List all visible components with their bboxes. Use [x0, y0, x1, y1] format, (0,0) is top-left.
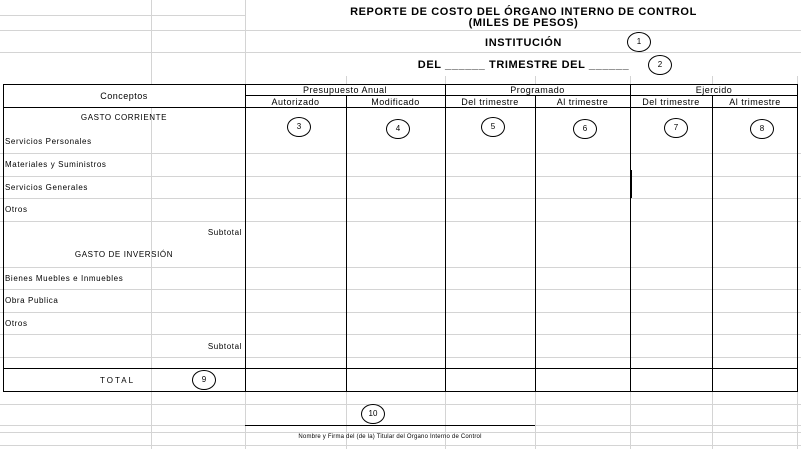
- marker-6: 6: [573, 119, 597, 139]
- header-ejercido: Ejercido: [695, 85, 733, 95]
- marker-3: 3: [287, 117, 311, 137]
- row-subtotal-inversion: Subtotal: [207, 342, 242, 351]
- cell-cursor: [630, 170, 632, 198]
- header-ejercido-del-trimestre: Del trimestre: [642, 97, 700, 107]
- marker-10: 10: [361, 404, 385, 424]
- section-gasto-corriente: GASTO CORRIENTE: [80, 113, 168, 122]
- marker-8: 8: [750, 119, 774, 139]
- report-subtitle: (MILES DE PESOS): [468, 17, 579, 29]
- col-border-modificado: [346, 96, 347, 392]
- row-bienes-muebles: Bienes Muebles e Inmuebles: [5, 274, 124, 283]
- marker-9: 9: [192, 370, 216, 390]
- header-bottom-border: [3, 107, 798, 108]
- header-programado-del-trimestre: Del trimestre: [461, 97, 519, 107]
- marker-2: 2: [648, 55, 672, 75]
- concept-col-border: [245, 84, 246, 392]
- row-otros-inversion: Otros: [5, 319, 28, 328]
- row-total: TOTAL: [100, 376, 136, 385]
- table-left-border: [3, 84, 4, 392]
- signature-caption: Nombre y Firma del (de la) Titular del Organo Interno de Control: [298, 434, 482, 440]
- marker-1: 1: [627, 32, 651, 52]
- col-border-programado: [445, 84, 446, 392]
- col-border-ejercido: [630, 84, 631, 392]
- header-autorizado: Autorizado: [271, 97, 320, 107]
- header-ejercido-al-trimestre: Al trimestre: [729, 97, 781, 107]
- signature-line: [245, 425, 535, 426]
- col-border-al-trimestre: [535, 96, 536, 392]
- section-gasto-inversion: GASTO DE INVERSIÓN: [74, 250, 174, 259]
- header-programado: Programado: [510, 85, 565, 95]
- header-divider: [245, 95, 798, 96]
- total-top-border: [3, 368, 798, 369]
- header-presupuesto-anual: Presupuesto Anual: [302, 85, 388, 95]
- header-programado-al-trimestre: Al trimestre: [556, 97, 609, 107]
- row-otros-corriente: Otros: [5, 205, 28, 214]
- row-obra-publica: Obra Publica: [5, 296, 59, 305]
- report-title: REPORTE DE COSTO DEL ÓRGANO INTERNO DE CONTROL: [350, 6, 697, 18]
- row-materiales-suministros: Materiales y Suministros: [5, 160, 107, 169]
- row-servicios-personales: Servicios Personales: [5, 137, 92, 146]
- header-conceptos: Conceptos: [100, 91, 148, 101]
- institution-label: INSTITUCIÓN: [485, 37, 562, 49]
- marker-7: 7: [664, 118, 688, 138]
- row-subtotal-corriente: Subtotal: [207, 228, 242, 237]
- row-servicios-generales: Servicios Generales: [5, 183, 88, 192]
- table-bottom-border: [3, 391, 798, 392]
- table-right-border: [797, 84, 798, 392]
- marker-4: 4: [386, 119, 410, 139]
- trimester-line: DEL ______ TRIMESTRE DEL ______: [417, 59, 630, 71]
- header-modificado: Modificado: [371, 97, 420, 107]
- marker-5: 5: [481, 117, 505, 137]
- col-border-al-trimestre-2: [712, 96, 713, 392]
